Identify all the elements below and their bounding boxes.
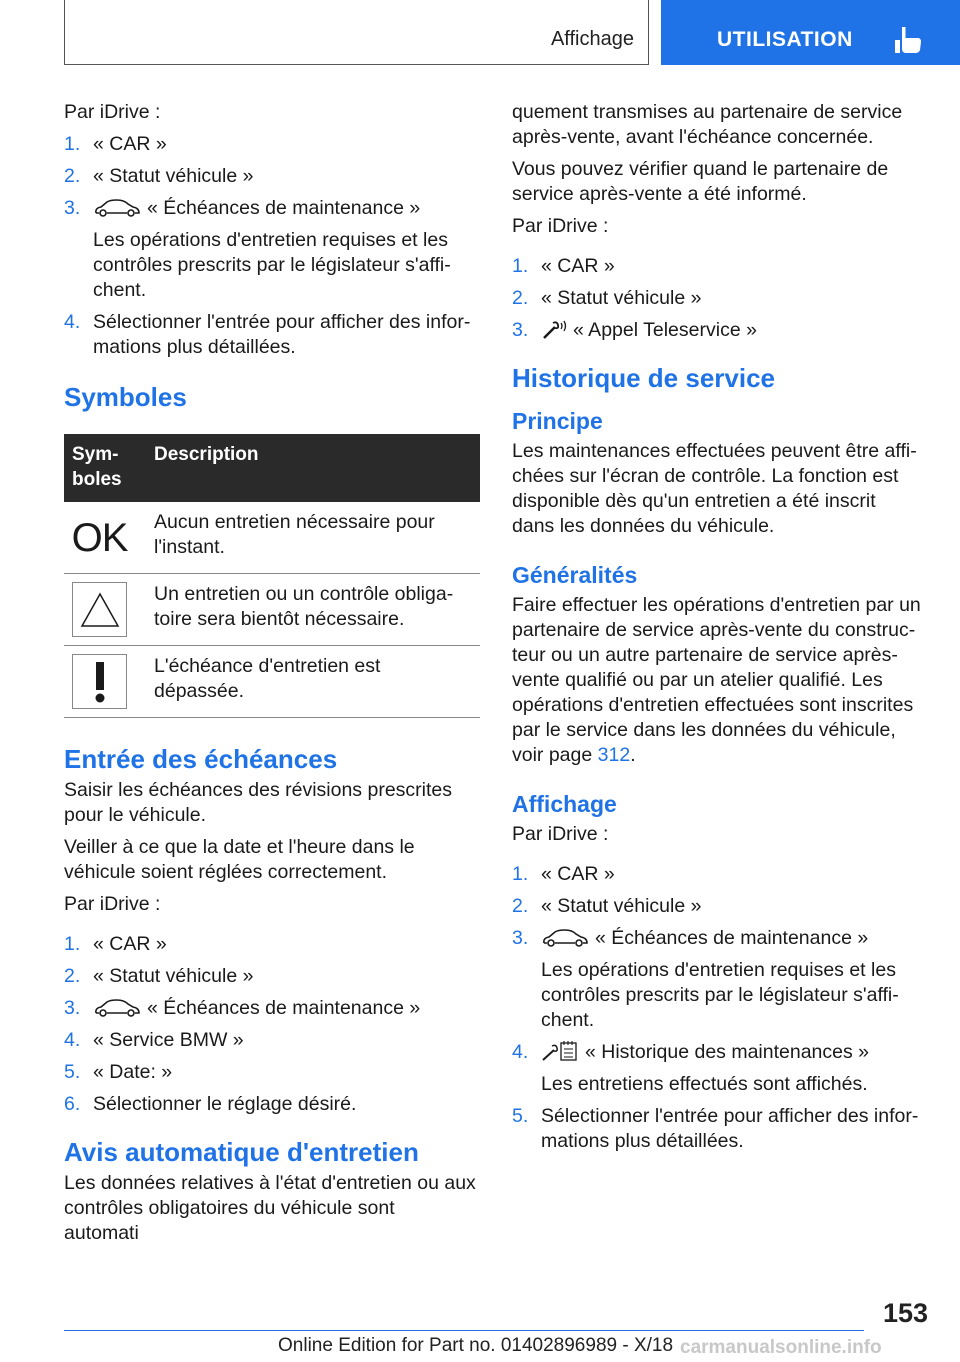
list-item: 3. « Échéances de maintenance » Les opérations d'entretien requises et les contrôles prescrits par le législateur s'affichent. — [512, 927, 899, 1031]
table-row: Un entretien ou un contrôle obligatoire sera bientôt nécessaire. — [64, 574, 480, 646]
paragraph: Veiller à ce que la date et l'heure dans le véhicule soient réglées correctement. — [64, 836, 415, 883]
steps-list-3 — [512, 254, 922, 343]
heading-generalites: Généralités — [512, 562, 638, 588]
page-link[interactable]: 312 — [597, 744, 631, 766]
service-history-icon — [541, 1040, 579, 1062]
list-item: 3. « Appel Teleservice » — [512, 319, 757, 341]
list-item: 1. « CAR » — [64, 133, 167, 155]
steps-list-4 — [512, 862, 922, 1154]
heading-symboles: Symboles — [64, 382, 187, 412]
paragraph: Par iDrive : — [512, 823, 609, 845]
list-item: 3. « Échéances de maintenance » — [64, 997, 421, 1019]
intro-text: Par iDrive : — [64, 101, 161, 123]
paragraph: quement transmises au partenaire de service après-vente, avant l'échéance concernée. — [512, 101, 903, 148]
right-column — [512, 100, 922, 1162]
table-row: OK Aucun entretien nécessaire pour l'instant. — [64, 502, 480, 574]
header-chapter-label: UTILISATION — [717, 28, 853, 51]
list-item: 4. Sélectionner l'entrée pour afficher des informations plus détaillées. — [64, 311, 471, 358]
footer-divider — [64, 1330, 864, 1331]
paragraph: Faire effectuer les opérations d'entretien par un partenaire de service après-vente du constructeur ou un autre partenaire de service après-vente qualifié ou par un atelier qualifié. Les opérations d'entretien effectuées sont inscrites par le service dans les données du véhicule, voir page 312. — [512, 594, 921, 766]
header-chapter-box[interactable] — [661, 0, 960, 65]
pointing-hand-icon — [893, 24, 923, 54]
left-column — [64, 100, 480, 1253]
table-header-symbols: Symboles — [64, 434, 146, 502]
wrench-signal-icon — [541, 320, 567, 340]
list-item: 2. « Statut véhicule » — [64, 965, 254, 987]
paragraph: Vous pouvez vérifier quand le partenaire de service après-vente a été informé. — [512, 158, 889, 205]
ok-icon: OK — [71, 515, 128, 560]
list-item: 4. « Service BMW » — [64, 1029, 244, 1051]
car-outline-icon — [541, 928, 589, 948]
heading-affichage: Affichage — [512, 791, 617, 817]
footer-edition: Online Edition for Part no. 01402896989 - X/18 — [278, 1335, 674, 1356]
heading-principe: Principe — [512, 408, 603, 434]
watermark: carmanualsonline.info — [680, 1337, 882, 1358]
list-item: 2. « Statut véhicule » — [64, 165, 254, 187]
car-outline-icon — [93, 998, 141, 1018]
list-item: 2. « Statut véhicule » — [512, 895, 702, 917]
list-item: 5. « Date: » — [64, 1061, 173, 1083]
warning-triangle-icon — [72, 582, 127, 637]
exclamation-icon — [72, 654, 127, 709]
page-number: 153 — [882, 1298, 928, 1328]
list-item: 6. Sélectionner le réglage désiré. — [64, 1093, 357, 1115]
steps-list-1 — [64, 132, 480, 360]
table-header-description: Description — [146, 434, 480, 502]
header-section-box — [64, 0, 649, 65]
header-section-label: Affichage — [550, 28, 634, 50]
heading-entree: Entrée des échéances — [64, 744, 338, 774]
paragraph: Par iDrive : — [512, 215, 609, 237]
list-item: 2. « Statut véhicule » — [512, 287, 702, 309]
paragraph: Les maintenances effectuées peuvent être affichées sur l'écran de contrôle. La fonction est disponible dès qu'un entretien a été inscrit dans les données du véhicule. — [512, 440, 917, 537]
list-item: 4. « Historique des maintenances » Les entretiens effectués sont affichés. — [512, 1041, 869, 1095]
heading-historique: Historique de service — [512, 363, 775, 393]
list-item: 1. « CAR » — [64, 933, 167, 955]
list-item: 5. Sélectionner l'entrée pour afficher des informations plus détaillées. — [512, 1105, 919, 1152]
list-item: 1. « CAR » — [512, 863, 615, 885]
list-item: 3. « Échéances de maintenance » Les opérations d'entretien requises et les contrôles prescrits par le législateur s'affichent. — [64, 197, 451, 301]
paragraph: Les données relatives à l'état d'entretien ou aux contrôles obligatoires du véhicule sont automati — [64, 1172, 476, 1244]
paragraph: Saisir les échéances des révisions prescrites pour le véhicule. — [64, 779, 453, 826]
heading-avis: Avis automatique d'entretien — [64, 1137, 419, 1167]
car-outline-icon — [93, 198, 141, 218]
table-row: L'échéance d'entretien est dépassée. — [64, 646, 480, 718]
steps-list-2 — [64, 932, 480, 1117]
paragraph: Par iDrive : — [64, 893, 161, 915]
list-item: 1. « CAR » — [512, 255, 615, 277]
symbols-table — [64, 434, 480, 718]
